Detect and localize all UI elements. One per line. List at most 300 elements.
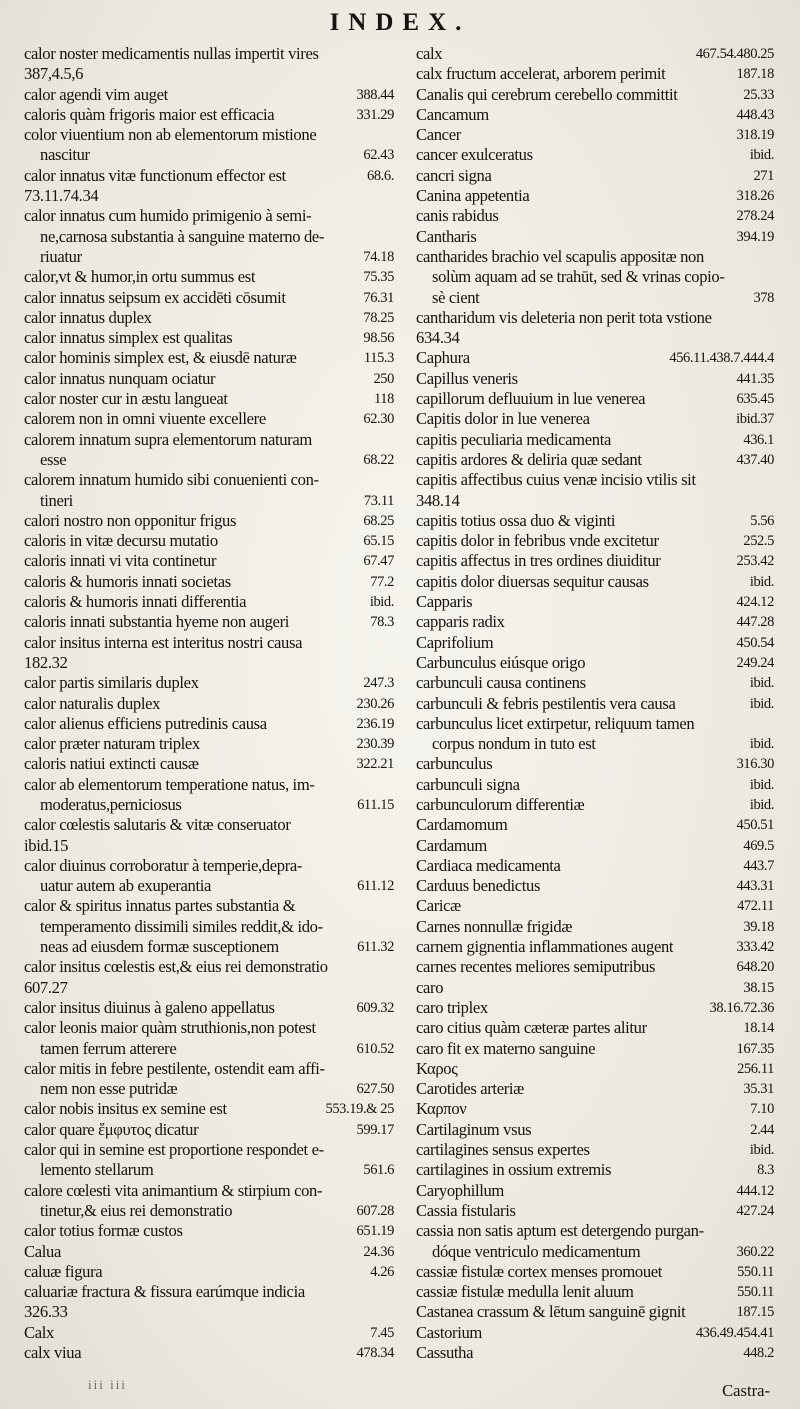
index-entry bbox=[24, 633, 394, 653]
entry-text: calor mitis in febre pestilente, ostendit eam affi- bbox=[24, 1058, 325, 1078]
entry-text: Cardiaca medicamenta bbox=[416, 855, 561, 875]
entry-text: Calua bbox=[24, 1241, 61, 1261]
entry-text: calor partis similaris duplex bbox=[24, 673, 199, 693]
page-reference: 550.11 bbox=[737, 1284, 774, 1301]
index-entry bbox=[416, 1140, 774, 1160]
entry-text: Cancer bbox=[416, 125, 461, 145]
entry-text: caloris quàm frigoris maior est efficacia bbox=[24, 104, 275, 124]
index-entry bbox=[416, 227, 774, 247]
entry-text: calor diuinus corroboratur à temperie,depra- bbox=[24, 855, 303, 875]
index-entry bbox=[416, 1018, 774, 1038]
index-entry bbox=[24, 470, 394, 511]
entry-text: capitis affectus in tres ordines diuiditur bbox=[416, 551, 661, 571]
entry-text: 326.33 bbox=[24, 1302, 68, 1322]
page-reference: 65.15 bbox=[363, 533, 394, 550]
entry-text: calor innatus vitæ functionum effector est bbox=[24, 165, 286, 185]
entry-text: calor noster cur in æstu langueat bbox=[24, 389, 228, 409]
entry-text: calorem innatum humido sibi conuenienti con- bbox=[24, 470, 319, 490]
index-entry bbox=[416, 470, 774, 490]
entry-text: esse bbox=[40, 449, 67, 469]
entry-text: carbunculus licet extirpetur, reliquum tamen bbox=[416, 713, 695, 733]
index-entry bbox=[416, 450, 774, 470]
index-entry bbox=[24, 1059, 394, 1100]
entry-text: tamen ferrum atterere bbox=[40, 1038, 177, 1058]
entry-text: tinetur,& eius rei demonstratio bbox=[40, 1200, 233, 1220]
page-reference: 388.44 bbox=[356, 86, 394, 103]
left-column bbox=[24, 44, 394, 1363]
catchword: Castra- bbox=[722, 1381, 770, 1400]
entry-text: calor alienus efficiens putredinis causa bbox=[24, 713, 267, 733]
index-entry bbox=[416, 64, 774, 84]
index-entry bbox=[416, 937, 774, 957]
page-reference: 76.31 bbox=[363, 289, 394, 306]
entry-text: calor insitus cœlestis est,& eius rei demonstratio bbox=[24, 957, 328, 977]
entry-text: Cantharis bbox=[416, 226, 477, 246]
page-reference: 5.56 bbox=[750, 512, 774, 529]
page-reference: 561.6 bbox=[363, 1162, 394, 1179]
entry-text: carnem gignentia inflammationes augent bbox=[416, 937, 674, 957]
page-reference: 456.11.438.7.444.4 bbox=[669, 350, 774, 367]
entry-text: Cardamomum bbox=[416, 815, 508, 835]
entry-text: calor hominis simplex est, & eiusdē naturæ bbox=[24, 348, 297, 368]
index-entry bbox=[24, 1242, 394, 1262]
index-entry bbox=[416, 572, 774, 592]
entry-text: carbunculorum differentiæ bbox=[416, 794, 585, 814]
index-entry bbox=[416, 653, 774, 673]
index-entry bbox=[24, 369, 394, 389]
entry-text: Cartilaginum vsus bbox=[416, 1119, 532, 1139]
index-entry bbox=[416, 145, 774, 165]
entry-text: capitis ardores & deliria quæ sedant bbox=[416, 449, 642, 469]
page-reference: 250 bbox=[373, 370, 394, 387]
index-entry bbox=[24, 754, 394, 774]
page-reference: 394.19 bbox=[736, 228, 774, 245]
entry-text: calor naturalis duplex bbox=[24, 693, 161, 713]
page-reference: 7.45 bbox=[370, 1324, 394, 1341]
entry-text: Capitis dolor in lue venerea bbox=[416, 409, 590, 429]
page-reference: 553.19.& 25 bbox=[325, 1101, 394, 1118]
index-entry bbox=[24, 775, 394, 816]
page-reference: 77.2 bbox=[370, 573, 394, 590]
entry-text: calor ab elementorum temperatione natus, im- bbox=[24, 774, 315, 794]
index-entry bbox=[24, 267, 394, 287]
entry-text: calori nostro non opponitur frigus bbox=[24, 510, 237, 530]
page-reference: ibid. bbox=[749, 1142, 774, 1159]
index-entry bbox=[416, 795, 774, 815]
page-reference: 2.44 bbox=[750, 1121, 774, 1138]
entry-text: calor qui in semine est proportione respondet e- bbox=[24, 1140, 324, 1160]
entry-text: neas ad eiusdem formæ susceptionem bbox=[40, 937, 279, 957]
index-entry bbox=[416, 1079, 774, 1099]
page-reference: 447.28 bbox=[736, 614, 774, 631]
index-entry bbox=[24, 815, 394, 835]
index-entry bbox=[416, 430, 774, 450]
index-entry bbox=[24, 998, 394, 1018]
entry-text: Carbunculus eiúsque origo bbox=[416, 652, 586, 672]
entry-text: calor innatus duplex bbox=[24, 307, 152, 327]
entry-text: Cassia fistularis bbox=[416, 1200, 516, 1220]
page-reference: 333.42 bbox=[736, 939, 774, 956]
index-entry bbox=[24, 1262, 394, 1282]
entry-text: calor agendi vim auget bbox=[24, 84, 168, 104]
entry-text: Caphura bbox=[416, 348, 470, 368]
index-entry bbox=[24, 44, 394, 64]
page-reference: 360.22 bbox=[736, 1243, 774, 1260]
index-entry bbox=[24, 1323, 394, 1343]
page-reference: 635.45 bbox=[736, 391, 774, 408]
entry-text: 182.32 bbox=[24, 652, 68, 672]
index-entry bbox=[24, 85, 394, 105]
page-reference: 73.11 bbox=[363, 492, 394, 509]
index-entry bbox=[416, 1160, 774, 1180]
index-entry bbox=[416, 998, 774, 1018]
index-entry bbox=[416, 369, 774, 389]
index-entry bbox=[24, 1282, 394, 1302]
entry-text: nem non esse putridæ bbox=[40, 1079, 178, 1099]
index-entry bbox=[24, 1343, 394, 1363]
entry-text: ne,carnosa substantia à sanguine materno de- bbox=[40, 226, 325, 246]
page-reference: 25.33 bbox=[743, 86, 774, 103]
entry-text: capitis peculiaria medicamenta bbox=[416, 429, 611, 449]
entry-text: moderatus,perniciosus bbox=[40, 794, 182, 814]
page-reference: 167.35 bbox=[736, 1040, 774, 1057]
page-reference: 443.7 bbox=[743, 857, 774, 874]
page-reference: 4.26 bbox=[370, 1263, 394, 1280]
page-reference: 472.11 bbox=[737, 898, 774, 915]
entry-text: caloris innati substantia hyeme non augeri bbox=[24, 612, 290, 632]
page-reference: 318.26 bbox=[736, 188, 774, 205]
entry-text: calor innatus nunquam ociatur bbox=[24, 368, 216, 388]
entry-text: caluariæ fractura & fissura earúmque indicia bbox=[24, 1282, 305, 1302]
entry-text: Carotides arteriæ bbox=[416, 1079, 524, 1099]
page-header: INDEX. bbox=[329, 9, 471, 36]
page-reference: 611.32 bbox=[357, 939, 394, 956]
index-entry bbox=[416, 917, 774, 937]
entry-text: 387,4.5,6 bbox=[24, 64, 84, 84]
entry-text: calor innatus seipsum ex accidēti cōsumit bbox=[24, 287, 286, 307]
entry-text: calx fructum accelerat, arborem perimit bbox=[416, 64, 666, 84]
entry-text: calor quare ἔμφυτος dicatur bbox=[24, 1119, 199, 1139]
page-reference: ibid. bbox=[749, 675, 774, 692]
index-entry bbox=[416, 1181, 774, 1201]
entry-text: cancri signa bbox=[416, 165, 492, 185]
entry-text: Carnes nonnullæ frigidæ bbox=[416, 916, 573, 936]
entry-text: caro triplex bbox=[416, 997, 488, 1017]
entry-text: caro bbox=[416, 977, 444, 997]
index-entry bbox=[416, 1323, 774, 1343]
index-entry bbox=[416, 1343, 774, 1363]
entry-text: carbunculi causa continens bbox=[416, 673, 586, 693]
index-entry bbox=[416, 105, 774, 125]
entry-text: uatur autem ab exuperantia bbox=[40, 876, 212, 896]
entry-text: calor noster medicamentis nullas impertit vires bbox=[24, 44, 319, 63]
index-entry bbox=[24, 1120, 394, 1140]
index-entry bbox=[24, 409, 394, 429]
entry-text: cantharidum vis deleteria non perit tota vstione bbox=[416, 307, 712, 327]
entry-text: Canalis qui cerebrum cerebello committit bbox=[416, 84, 678, 104]
entry-text: Cardamum bbox=[416, 835, 487, 855]
index-entry bbox=[24, 694, 394, 714]
page-reference: 78.25 bbox=[363, 309, 394, 326]
index-entry bbox=[416, 978, 774, 998]
index-entry bbox=[416, 186, 774, 206]
page-reference: 249.24 bbox=[736, 654, 774, 671]
entry-text: ibid.15 bbox=[24, 835, 69, 855]
entry-text: color viuentium non ab elementorum mistione bbox=[24, 125, 317, 145]
entry-text: Capillus veneris bbox=[416, 368, 518, 388]
index-entry bbox=[24, 896, 394, 957]
page-reference: 550.11 bbox=[737, 1263, 774, 1280]
index-entry bbox=[24, 511, 394, 531]
page-reference: 467.54.480.25 bbox=[695, 46, 774, 62]
entry-text: caloris & humoris innati differentia bbox=[24, 592, 247, 612]
index-entry bbox=[416, 551, 774, 571]
entry-text: calor insitus interna est interitus nostri causa bbox=[24, 632, 303, 652]
entry-text: Calx bbox=[24, 1322, 54, 1342]
entry-text: corpus nondum in tuto est bbox=[432, 734, 596, 754]
entry-text: Caryophillum bbox=[416, 1180, 504, 1200]
page-reference: 450.51 bbox=[736, 817, 774, 834]
entry-text: Cancamum bbox=[416, 104, 489, 124]
index-entry bbox=[24, 166, 394, 186]
page-reference: 187.15 bbox=[736, 1304, 774, 1321]
entry-text: calor & spiritus innatus partes substantia & bbox=[24, 896, 296, 916]
page-reference: 67.47 bbox=[363, 553, 394, 570]
page-reference: 469.5 bbox=[743, 837, 774, 854]
entry-text: 348.14 bbox=[416, 490, 460, 510]
page-reference: 78.3 bbox=[370, 614, 394, 631]
index-entry bbox=[416, 348, 774, 368]
index-entry bbox=[416, 633, 774, 653]
entry-text: capitis dolor in febribus vnde excitetur bbox=[416, 531, 659, 551]
entry-text: cassiæ fistulæ cortex menses promouet bbox=[416, 1261, 663, 1281]
signature-mark: iii iii bbox=[88, 1377, 127, 1392]
index-entry bbox=[416, 754, 774, 774]
entry-text: carbunculi signa bbox=[416, 774, 520, 794]
page-reference: 651.19 bbox=[356, 1223, 394, 1240]
entry-text: carbunculus bbox=[416, 754, 493, 774]
entry-text: riuatur bbox=[40, 246, 82, 266]
index-entry bbox=[416, 957, 774, 977]
index-entry bbox=[24, 572, 394, 592]
entry-text: caloris & humoris innati societas bbox=[24, 571, 231, 591]
page-reference: ibid. bbox=[749, 736, 774, 753]
entry-text: dóque ventriculo medicamentum bbox=[432, 1241, 641, 1261]
entry-text: cartilagines in ossium extremis bbox=[416, 1160, 612, 1180]
page-reference: 68.25 bbox=[363, 512, 394, 529]
index-entry bbox=[24, 531, 394, 551]
index-entry bbox=[24, 206, 394, 267]
entry-text: sè cient bbox=[432, 287, 480, 307]
entry-text: caloris in vitæ decursu mutatio bbox=[24, 531, 218, 551]
index-entry bbox=[24, 551, 394, 571]
index-entry bbox=[24, 328, 394, 348]
page-reference: 443.31 bbox=[736, 878, 774, 895]
page-reference: 38.16.72.36 bbox=[709, 999, 774, 1016]
index-entry bbox=[24, 592, 394, 612]
index-entry bbox=[24, 1099, 394, 1119]
entry-text: caro fit ex materno sanguine bbox=[416, 1038, 596, 1058]
page-reference: 478.34 bbox=[356, 1345, 394, 1361]
entry-text: calx bbox=[416, 44, 443, 63]
index-entry bbox=[416, 673, 774, 693]
page-reference: 75.35 bbox=[363, 269, 394, 286]
entry-text: caloris innati vi vita continetur bbox=[24, 551, 217, 571]
entry-text: Καρπον bbox=[416, 1099, 467, 1119]
entry-text: calor innatus cum humido primigenio à semi- bbox=[24, 206, 312, 226]
page-reference: 256.11 bbox=[737, 1060, 774, 1077]
index-entry bbox=[416, 85, 774, 105]
page-reference: 118 bbox=[373, 391, 394, 408]
entry-text: Cassutha bbox=[416, 1343, 474, 1362]
index-entry bbox=[416, 1201, 774, 1221]
page-reference: 68.6. bbox=[366, 167, 394, 184]
index-entry bbox=[416, 1221, 774, 1262]
index-entry bbox=[24, 430, 394, 471]
page-reference: ibid. bbox=[749, 573, 774, 590]
entry-text: carbunculi & febris pestilentis vera causa bbox=[416, 693, 676, 713]
entry-text: Καρος bbox=[416, 1058, 458, 1078]
page-reference: 437.40 bbox=[736, 451, 774, 468]
index-entry bbox=[24, 1140, 394, 1181]
page-reference: 611.12 bbox=[357, 878, 394, 895]
index-entry bbox=[24, 1302, 394, 1322]
index-entry bbox=[24, 1018, 394, 1059]
entry-text: capillorum defluuium in lue venerea bbox=[416, 389, 646, 409]
index-entry bbox=[416, 1059, 774, 1079]
page-reference: ibid. bbox=[749, 796, 774, 813]
entry-text: calor insitus diuinus à galeno appellatus bbox=[24, 997, 275, 1017]
index-entry bbox=[416, 1099, 774, 1119]
page-reference: 230.26 bbox=[356, 695, 394, 712]
entry-text: cantharides brachio vel scapulis appositæ non bbox=[416, 246, 704, 266]
index-entry bbox=[416, 389, 774, 409]
entry-text: caloris natiui extincti causæ bbox=[24, 754, 199, 774]
index-entry bbox=[416, 856, 774, 876]
entry-text: lemento stellarum bbox=[40, 1160, 154, 1180]
page-reference: 610.52 bbox=[356, 1040, 394, 1057]
page-reference: 611.15 bbox=[357, 796, 394, 813]
index-entry bbox=[416, 714, 774, 755]
page-reference: 378 bbox=[753, 289, 774, 306]
entry-text: cassia non satis aptum est detergendo purgan- bbox=[416, 1221, 704, 1241]
index-entry bbox=[24, 978, 394, 998]
page-reference: 7.10 bbox=[750, 1101, 774, 1118]
page-reference: 62.43 bbox=[363, 147, 394, 164]
index-entry bbox=[24, 612, 394, 632]
entry-text: capitis dolor diuersas sequitur causas bbox=[416, 571, 649, 591]
page-reference: 424.12 bbox=[736, 594, 774, 611]
page-reference: 39.18 bbox=[743, 918, 774, 935]
page-reference: 599.17 bbox=[356, 1121, 394, 1138]
page-reference: ibid. bbox=[749, 776, 774, 793]
entry-text: nascitur bbox=[40, 145, 90, 165]
index-entry bbox=[416, 409, 774, 429]
index-entry bbox=[24, 308, 394, 328]
index-entry bbox=[416, 206, 774, 226]
page-reference: ibid. bbox=[369, 594, 394, 611]
entry-text: carnes recentes meliores semiputribus bbox=[416, 957, 656, 977]
page-reference: 627.50 bbox=[356, 1081, 394, 1098]
page-reference: 247.3 bbox=[363, 675, 394, 692]
index-entry bbox=[416, 1120, 774, 1140]
index-entry bbox=[416, 125, 774, 145]
entry-text: Carduus benedictus bbox=[416, 876, 541, 896]
index-entry bbox=[416, 511, 774, 531]
entry-text: capitis totius ossa duo & viginti bbox=[416, 510, 616, 530]
index-entry bbox=[416, 836, 774, 856]
page-reference: 98.56 bbox=[363, 330, 394, 347]
index-entry bbox=[24, 64, 394, 84]
entry-text: Caprifolium bbox=[416, 632, 494, 652]
page-reference: 252.5 bbox=[743, 533, 774, 550]
entry-text: Capparis bbox=[416, 592, 473, 612]
page-reference: 68.22 bbox=[363, 451, 394, 468]
entry-text: calor cœlestis salutaris & vitæ conseruator bbox=[24, 815, 291, 835]
entry-text: 634.34 bbox=[416, 328, 460, 348]
index-entry bbox=[24, 1181, 394, 1222]
page-reference: 35.31 bbox=[743, 1081, 774, 1098]
entry-text: calor præter naturam triplex bbox=[24, 734, 200, 754]
entry-text: 607.27 bbox=[24, 977, 68, 997]
entry-text: Castanea crassum & lētum sanguinē gignit bbox=[416, 1302, 686, 1322]
entry-text: Caricæ bbox=[416, 896, 461, 916]
page-reference: ibid. bbox=[749, 147, 774, 164]
page-reference: 444.12 bbox=[736, 1182, 774, 1199]
entry-text: calor innatus simplex est qualitas bbox=[24, 328, 233, 348]
page-reference: 436.49.454.41 bbox=[695, 1324, 774, 1341]
page-reference: 436.1 bbox=[743, 431, 774, 448]
index-entry bbox=[416, 166, 774, 186]
index-entry bbox=[24, 186, 394, 206]
page-reference: 253.42 bbox=[736, 553, 774, 570]
entry-text: calore cœlesti vita animantium & stirpium con- bbox=[24, 1180, 323, 1200]
index-entry bbox=[24, 1221, 394, 1241]
entry-text: caro citius quàm cæteræ partes alitur bbox=[416, 1018, 647, 1038]
page-reference: 271 bbox=[753, 167, 774, 184]
page-reference: 187.18 bbox=[736, 66, 774, 83]
entry-text: tineri bbox=[40, 490, 73, 510]
entry-text: cassiæ fistulæ medulla lenit aluum bbox=[416, 1282, 634, 1302]
page-reference: 230.39 bbox=[356, 736, 394, 753]
entry-text: calor nobis insitus ex semine est bbox=[24, 1099, 227, 1119]
index-entry bbox=[24, 125, 394, 166]
index-entry bbox=[416, 775, 774, 795]
index-entry bbox=[24, 105, 394, 125]
page-reference: 8.3 bbox=[757, 1162, 774, 1179]
entry-text: temperamento dissimili similes reddit,& ido- bbox=[40, 916, 323, 936]
entry-text: capparis radix bbox=[416, 612, 505, 632]
page-reference: 448.2 bbox=[743, 1345, 774, 1361]
index-entry bbox=[24, 714, 394, 734]
page-reference: 236.19 bbox=[356, 715, 394, 732]
page-reference: 278.24 bbox=[736, 208, 774, 225]
index-entry bbox=[416, 896, 774, 916]
index-entry bbox=[416, 1302, 774, 1322]
page-reference: 24.36 bbox=[363, 1243, 394, 1260]
page-reference: 331.29 bbox=[356, 106, 394, 123]
page-reference: 450.54 bbox=[736, 634, 774, 651]
index-entry bbox=[416, 1262, 774, 1282]
index-entry bbox=[416, 612, 774, 632]
right-column bbox=[416, 44, 774, 1363]
page-reference: ibid.37 bbox=[736, 411, 774, 428]
index-entry bbox=[416, 328, 774, 348]
page-reference: 609.32 bbox=[356, 999, 394, 1016]
page-reference: 74.18 bbox=[363, 248, 394, 265]
entry-text: Castorium bbox=[416, 1322, 482, 1342]
entry-text: Canina appetentia bbox=[416, 186, 530, 206]
